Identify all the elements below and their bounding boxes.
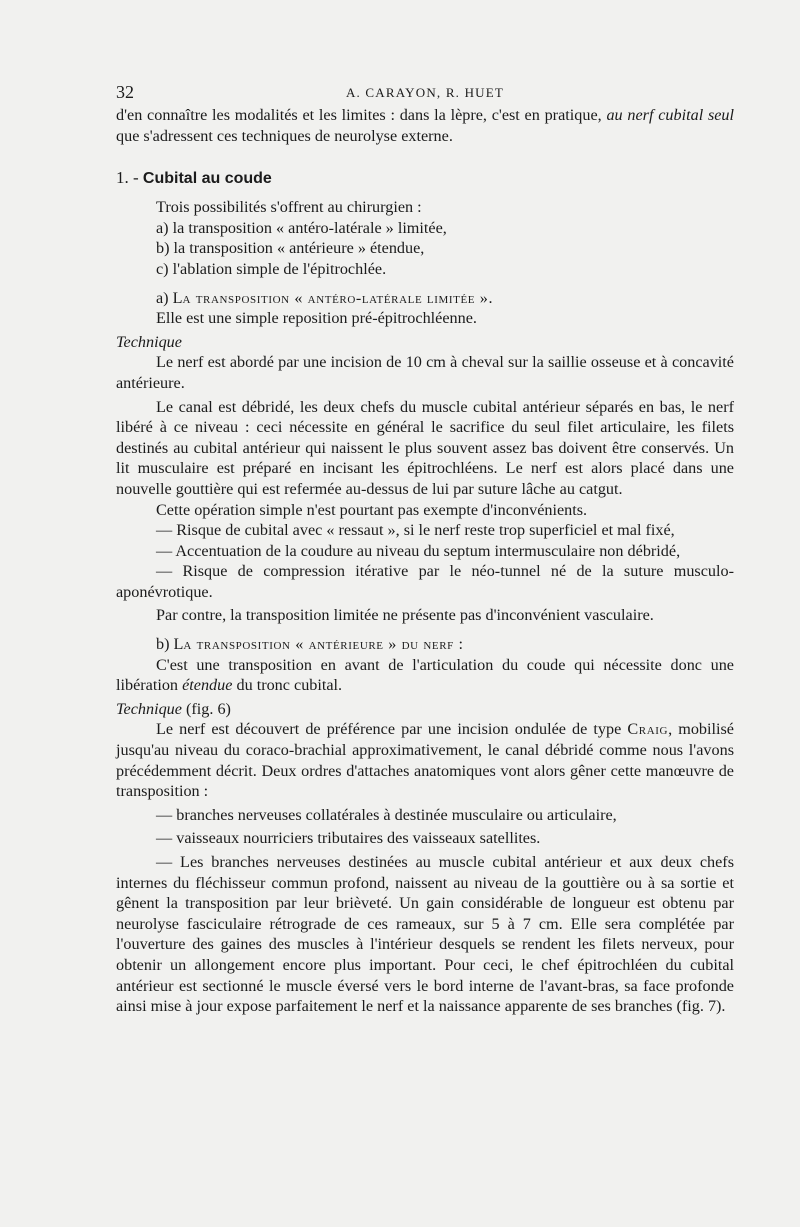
part-b-label-title: a transposition « antérieure » du nerf :	[183, 635, 464, 654]
part-b-p1-a: C'est une transposition en avant de l'articulation du coude qui nécessite donc une libération	[116, 655, 734, 695]
part-a-dash-1: — Risque de cubital avec « ressaut », si le nerf reste trop superficiel et mal fixé,	[156, 521, 675, 540]
intro-emphasis: au nerf cubital seul	[606, 106, 735, 124]
running-title: A. CARAYON, R. HUET	[345, 85, 505, 100]
part-b-paragraph-2	[116, 719, 734, 801]
part-a-paragraph-2: Le canal est débridé, les deux chefs du muscle cubital antérieur séparés en bas, le nerf libéré à ce niveau : ceci nécessite en général le sacrifice du seul filet articulaire, les filets destinés au cubital antérieur qui naissent le plus souvent assez bas doivent être conservés. Un lit musculaire est préparé en incisant les épitrochléens. Le nerf est alors placé dans une nouvelle gouttière qui est refermée au-dessus de lui par suture lâche au catgut.	[116, 397, 734, 498]
option-b: b) la transposition « antérieure » étendue,	[156, 239, 425, 258]
part-a-label	[116, 288, 734, 309]
intro-line-a: d'en connaître les modalités et les limites : dans la lèpre, c'est en pratique,	[116, 106, 602, 124]
page-number: 32	[116, 82, 134, 102]
part-b-label	[116, 634, 734, 655]
options-lead: Trois possibilités s'offrent au chirurgien :	[156, 198, 422, 217]
author-craig: Craig	[627, 720, 669, 739]
part-b-technique-heading	[116, 699, 734, 720]
technique-heading: Technique	[116, 699, 182, 718]
part-b-p1-b: du tronc cubital.	[232, 676, 343, 695]
option-c: c) l'ablation simple de l'épitrochlée.	[156, 259, 387, 278]
part-b-p2-a: Le nerf est découvert de préférence par une incision ondulée de type	[156, 720, 628, 739]
part-a-paragraph-4: Par contre, la transposition limitée ne présente pas d'inconvénient vasculaire.	[156, 606, 654, 625]
technique-figure-ref: (fig. 6)	[181, 699, 231, 718]
intro-paragraph	[116, 105, 734, 146]
part-b-label-prefix: b) L	[156, 635, 184, 654]
part-a-dash-3: — Risque de compression itérative par le néo-tunnel né de la suture musculo-aponévrotique.	[116, 562, 734, 601]
part-a-technique-heading	[116, 332, 734, 353]
part-a-label-title: a transposition « antéro-latérale limitée ».	[182, 288, 494, 307]
document-page	[116, 76, 734, 1017]
part-b-paragraph-3: — Les branches nerveuses destinées au muscle cubital antérieur et aux deux chefs internes du fléchisseur commun profond, naissent au niveau de la gouttière ou à sa sortie et gênent la transposition par leur brièveté. Un gain considérable de longueur est obtenu par neurolyse fasciculaire rétrograde de ces rameaux, sur 5 à 7 cm. Elle sera complétée par l'ouverture des gaines des muscles à l'intérieur desquels se rendent les filets nerveux, pour obtenir un allongement encore plus important. Pour ceci, le chef épitrochléen du cubital antérieur est sectionné le muscle éversé vers le bord interne de l'avant-bras, sa face profonde ainsi mise à jour expose parfaitement le nerf et la naissance apparente de ses branches (fig. 7).	[116, 853, 734, 1016]
section-heading	[116, 168, 734, 189]
part-a-description: Elle est une simple reposition pré-épitrochléenne.	[156, 309, 477, 328]
part-a-paragraph-3: Cette opération simple n'est pourtant pas exempte d'inconvénients.	[156, 500, 588, 519]
part-b-p1-emphasis: étendue	[182, 676, 233, 695]
part-b-dash-1: — branches nerveuses collatérales à destinée musculaire ou articulaire,	[156, 805, 617, 824]
option-a: a) la transposition « antéro-latérale » limitée,	[156, 218, 447, 237]
running-head	[116, 76, 734, 102]
part-b-paragraph-1	[116, 655, 734, 696]
section-number: 1. -	[116, 168, 143, 188]
part-b-p2-b: , mobilisé jusqu'au niveau du coraco-brachial approximativement, le canal débridé comme nous l'avons précédemment décrit. Deux ordres d'attaches anatomiques vont alors gêner cette manœuvre de transposition :	[116, 720, 734, 801]
part-a-dash-2: — Accentuation de la coudure au niveau du septum intermusculaire non débridé,	[156, 541, 681, 560]
part-a-paragraph-1: Le nerf est abordé par une incision de 10 cm à cheval sur la saillie osseuse et à concavité antérieure.	[116, 353, 734, 392]
part-a-label-prefix: a) L	[156, 288, 183, 307]
section-title: Cubital au coude	[142, 170, 272, 188]
technique-heading: Technique	[116, 332, 182, 351]
part-b-dash-2: — vaisseaux nourriciers tributaires des vaisseaux satellites.	[156, 829, 541, 848]
intro-line-b: que s'adressent ces techniques de neurolyse externe.	[116, 126, 453, 145]
